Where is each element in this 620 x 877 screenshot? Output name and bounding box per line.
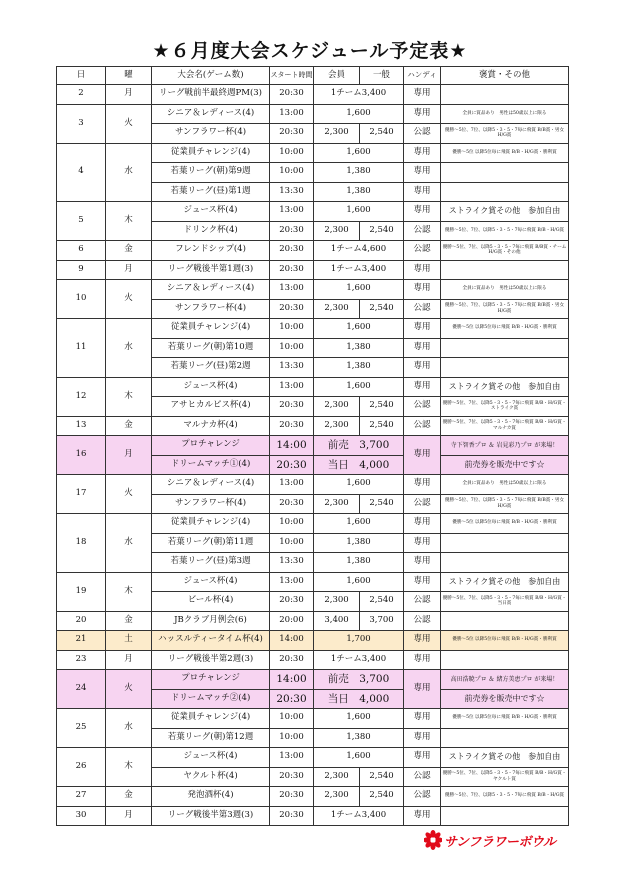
table-row [57, 143, 569, 163]
handicap-cell: 専用 [404, 670, 441, 709]
event-name: ドリームマッチ①(4) [152, 455, 270, 475]
table-row [57, 514, 569, 534]
price-cell: 1,380 [314, 728, 404, 748]
event-name: サンフラワー杯(4) [152, 299, 270, 319]
table-row [57, 611, 569, 631]
start-time: 13:00 [270, 104, 314, 124]
handicap-cell: 専用 [404, 728, 441, 748]
member-price: 2,300 [314, 397, 360, 417]
start-time: 20:30 [270, 806, 314, 826]
day-cell: 2 [57, 85, 106, 105]
price-cell: 1,380 [314, 163, 404, 183]
handicap-cell: 公認 [404, 787, 441, 807]
event-name: 従業員チャレンジ(4) [152, 514, 270, 534]
table-row [57, 104, 569, 124]
start-time: 20:30 [270, 85, 314, 105]
special-row [57, 631, 569, 651]
event-name: 若葉リーグ(昼)第3週 [152, 553, 270, 573]
weekday-cell: 木 [106, 572, 152, 611]
weekday-cell: 金 [106, 416, 152, 436]
prize-note: 優勝～5位 以降5位毎に飛賞 B/B・H/G賞・勝利賞 [441, 143, 569, 163]
handicap-cell: 専用 [404, 85, 441, 105]
start-time: 13:00 [270, 280, 314, 300]
price-cell: 1チーム3,400 [314, 806, 404, 826]
general-price: 2,540 [360, 494, 404, 514]
day-cell: 16 [57, 436, 106, 475]
handicap-cell: 公認 [404, 397, 441, 417]
price-cell: 1チーム3,400 [314, 650, 404, 670]
price-cell: 1チーム3,400 [314, 260, 404, 280]
start-time: 10:00 [270, 514, 314, 534]
start-time: 14:00 [270, 631, 314, 651]
start-time: 20:30 [270, 397, 314, 417]
prize-note: 優勝～5位、7位、以降5・3・5・7毎に飛賞 B/B賞・男女H/G賞 [441, 124, 569, 144]
start-time: 10:00 [270, 728, 314, 748]
handicap-cell: 専用 [404, 104, 441, 124]
price-cell: 1,700 [314, 631, 404, 651]
start-time: 10:00 [270, 163, 314, 183]
event-name: アサヒカルピス杯(4) [152, 397, 270, 417]
header-member: 会員 [314, 67, 360, 85]
start-time: 20:30 [270, 416, 314, 436]
day-cell: 20 [57, 611, 106, 631]
price-cell: 1,600 [314, 709, 404, 729]
event-name: ジュース杯(4) [152, 572, 270, 592]
day-cell: 5 [57, 202, 106, 241]
header-general: 一般 [360, 67, 404, 85]
start-time: 14:00 [270, 670, 314, 690]
start-time: 13:00 [270, 377, 314, 397]
weekday-cell: 月 [106, 650, 152, 670]
prize-note: 優勝～5位、7位、以降5・3・5・7毎に飛賞 B/B・H/G賞 [441, 221, 569, 241]
table-row [57, 416, 569, 436]
handicap-cell: 公認 [404, 611, 441, 631]
prize-note: 優勝～5位、7位、以降5・3・5・7毎に飛賞 B/B・H/G賞・マルナカ賞 [441, 416, 569, 436]
event-name: 従業員チャレンジ(4) [152, 319, 270, 339]
day-cell: 11 [57, 319, 106, 378]
price-cell: 当日 4,000 [314, 689, 404, 709]
start-time: 13:00 [270, 475, 314, 495]
handicap-cell: 専用 [404, 143, 441, 163]
start-time: 13:30 [270, 358, 314, 378]
general-price: 2,540 [360, 767, 404, 787]
table-row [57, 319, 569, 339]
weekday-cell: 木 [106, 202, 152, 241]
price-cell: 1,380 [314, 533, 404, 553]
start-time: 13:00 [270, 748, 314, 768]
day-cell: 3 [57, 104, 106, 143]
weekday-cell: 水 [106, 709, 152, 748]
price-cell: 1,600 [314, 572, 404, 592]
handicap-cell: 専用 [404, 358, 441, 378]
handicap-cell: 専用 [404, 533, 441, 553]
event-name: 若葉リーグ(昼)第2週 [152, 358, 270, 378]
price-cell: 1,380 [314, 358, 404, 378]
event-name: JBクラブ月例会(6) [152, 611, 270, 631]
general-price: 2,540 [360, 397, 404, 417]
handicap-cell: 専用 [404, 650, 441, 670]
page-title: ★６月度大会スケジュール予定表★ [152, 40, 468, 62]
start-time: 10:00 [270, 338, 314, 358]
weekday-cell: 金 [106, 241, 152, 261]
table-row [57, 572, 569, 592]
weekday-cell: 水 [106, 143, 152, 202]
event-name: 発泡酒杯(4) [152, 787, 270, 807]
prize-note: 優勝～5位、7位、以降5・3・5・7毎に飛賞 B/B・H/G賞・ヤクルト賞 [441, 767, 569, 787]
price-cell: 1,600 [314, 202, 404, 222]
prize-note: ストライク賞その他 参加自由 [441, 748, 569, 768]
member-price: 2,300 [314, 592, 360, 612]
handicap-cell: 公認 [404, 299, 441, 319]
table-row [57, 475, 569, 495]
day-cell: 26 [57, 748, 106, 787]
handicap-cell: 専用 [404, 338, 441, 358]
prize-note [441, 806, 569, 826]
prize-note: 優勝～5位、7位、以降5・3・5・7毎に飛賞 B/B・H/G賞・ストライク賞 [441, 397, 569, 417]
event-name: 従業員チャレンジ(4) [152, 709, 270, 729]
table-row [57, 748, 569, 768]
day-cell: 23 [57, 650, 106, 670]
schedule-table [56, 66, 569, 826]
event-name: ジュース杯(4) [152, 748, 270, 768]
prize-note: 優勝～5位、7位、以降5・3・5・7毎に飛賞 B/B賞・男女H/G賞 [441, 299, 569, 319]
price-cell: 1,600 [314, 319, 404, 339]
member-price: 2,300 [314, 767, 360, 787]
event-name: ドリンク杯(4) [152, 221, 270, 241]
handicap-cell: 専用 [404, 475, 441, 495]
handicap-cell: 専用 [404, 182, 441, 202]
table-row [57, 280, 569, 300]
prize-note: 全員に賞品あり 男性は50歳以上に限る [441, 104, 569, 124]
prize-note: 優勝～5位 以降5位毎に飛賞 B/B・H/G賞・勝利賞 [441, 709, 569, 729]
weekday-cell: 月 [106, 260, 152, 280]
weekday-cell: 月 [106, 436, 152, 475]
prize-note: 優勝～5位、7位、以降5・3・5・7毎に飛賞 B/B・H/G賞・当日賞 [441, 592, 569, 612]
member-price: 2,300 [314, 221, 360, 241]
day-cell: 21 [57, 631, 106, 651]
event-name: 若葉リーグ(朝)第11週 [152, 533, 270, 553]
table-header-row [57, 67, 569, 85]
handicap-cell: 専用 [404, 436, 441, 475]
table-row [57, 260, 569, 280]
prize-note: 全員に賞品あり 男性は50歳以上に限る [441, 280, 569, 300]
start-time: 20:30 [270, 241, 314, 261]
price-cell: 1,600 [314, 475, 404, 495]
price-cell: 1,600 [314, 280, 404, 300]
event-name: ジュース杯(4) [152, 202, 270, 222]
weekday-cell: 火 [106, 104, 152, 143]
general-price: 2,540 [360, 592, 404, 612]
handicap-cell: 専用 [404, 163, 441, 183]
start-time: 10:00 [270, 533, 314, 553]
handicap-cell: 公認 [404, 416, 441, 436]
prize-note: 優勝～5位、7位、以降5・3・5・7毎に飛賞 B/B・H/G賞 [441, 787, 569, 807]
header-start: スタート時間 [270, 67, 314, 85]
handicap-cell: 専用 [404, 260, 441, 280]
pro-row [57, 670, 569, 690]
start-time: 10:00 [270, 709, 314, 729]
event-name: プロチャレンジ [152, 670, 270, 690]
price-cell: 1,380 [314, 182, 404, 202]
event-name: ハッスルティータイム杯(4) [152, 631, 270, 651]
event-name: リーグ戦後半第1週(3) [152, 260, 270, 280]
event-name: サンフラワー杯(4) [152, 124, 270, 144]
price-cell: 前売 3,700 [314, 670, 404, 690]
header-day: 日 [57, 67, 106, 85]
event-name: 若葉リーグ(昼)第1週 [152, 182, 270, 202]
start-time: 13:00 [270, 202, 314, 222]
event-name: リーグ戦後半第3週(3) [152, 806, 270, 826]
event-name: プロチャレンジ [152, 436, 270, 456]
start-time: 20:30 [270, 592, 314, 612]
event-name: リーグ戦後半第2週(3) [152, 650, 270, 670]
start-time: 20:30 [270, 650, 314, 670]
prize-note: ストライク賞その他 参加自由 [441, 202, 569, 222]
prize-note [441, 650, 569, 670]
member-price: 2,300 [314, 124, 360, 144]
start-time: 20:30 [270, 689, 314, 709]
event-name: フレンドシップ(4) [152, 241, 270, 261]
price-cell: 1,600 [314, 377, 404, 397]
event-name: 若葉リーグ(朝)第12週 [152, 728, 270, 748]
handicap-cell: 公認 [404, 767, 441, 787]
general-price: 2,540 [360, 221, 404, 241]
event-name: シニア＆レディース(4) [152, 280, 270, 300]
general-price: 2,540 [360, 416, 404, 436]
price-cell: 当日 4,000 [314, 455, 404, 475]
day-cell: 4 [57, 143, 106, 202]
event-name: シニア＆レディース(4) [152, 104, 270, 124]
logo-text: サンフラワーボウル [444, 835, 556, 850]
handicap-cell: 専用 [404, 709, 441, 729]
handicap-cell: 専用 [404, 319, 441, 339]
handicap-cell: 専用 [404, 553, 441, 573]
prize-note: 優勝～5位 以降5位毎に飛賞 B/B・H/G賞・勝利賞 [441, 319, 569, 339]
member-price: 2,300 [314, 416, 360, 436]
day-cell: 17 [57, 475, 106, 514]
prize-note: 全員に賞品あり 男性は50歳以上に限る [441, 475, 569, 495]
event-name: ジュース杯(4) [152, 377, 270, 397]
prize-note: ストライク賞その他 参加自由 [441, 377, 569, 397]
table-row [57, 650, 569, 670]
prize-note: 前売券を販売中です☆ [441, 455, 569, 475]
prize-note [441, 553, 569, 573]
weekday-cell: 金 [106, 787, 152, 807]
handicap-cell: 専用 [404, 631, 441, 651]
general-price: 2,540 [360, 787, 404, 807]
handicap-cell: 公認 [404, 592, 441, 612]
day-cell: 6 [57, 241, 106, 261]
logo [424, 829, 570, 851]
handicap-cell: 公認 [404, 494, 441, 514]
prize-note: 前売券を販売中です☆ [441, 689, 569, 709]
prize-note: 高田浩暁プロ ＆ 緒方美恵プロ が来場！ [441, 670, 569, 690]
price-cell: 前売 3,700 [314, 436, 404, 456]
handicap-cell: 専用 [404, 806, 441, 826]
handicap-cell: 専用 [404, 280, 441, 300]
prize-note: 優勝～5位、7位、以降5・3・5・7毎に飛賞 B/B賞・チームH/G賞・その他 [441, 241, 569, 261]
prize-note [441, 338, 569, 358]
prize-note: 優勝～5位 以降5位毎に飛賞 B/B・H/G賞・勝利賞 [441, 631, 569, 651]
weekday-cell: 火 [106, 475, 152, 514]
event-name: シニア＆レディース(4) [152, 475, 270, 495]
handicap-cell: 専用 [404, 514, 441, 534]
prize-note: 優勝～5位、7位、以降5・3・5・7毎に飛賞 B/B賞・男女H/G賞 [441, 494, 569, 514]
member-price: 2,300 [314, 787, 360, 807]
member-price: 3,400 [314, 611, 360, 631]
handicap-cell: 公認 [404, 124, 441, 144]
prize-note [441, 182, 569, 202]
start-time: 20:30 [270, 787, 314, 807]
weekday-cell: 火 [106, 670, 152, 709]
weekday-cell: 金 [106, 611, 152, 631]
start-time: 13:30 [270, 182, 314, 202]
event-name: ヤクルト杯(4) [152, 767, 270, 787]
member-price: 2,300 [314, 494, 360, 514]
member-price: 2,300 [314, 299, 360, 319]
weekday-cell: 木 [106, 748, 152, 787]
event-name: マルナカ杯(4) [152, 416, 270, 436]
day-cell: 25 [57, 709, 106, 748]
day-cell: 9 [57, 260, 106, 280]
price-cell: 1,380 [314, 338, 404, 358]
handicap-cell: 公認 [404, 221, 441, 241]
prize-note [441, 533, 569, 553]
start-time: 20:30 [270, 299, 314, 319]
event-name: 若葉リーグ(朝)第10週 [152, 338, 270, 358]
start-time: 20:30 [270, 494, 314, 514]
price-cell: 1,380 [314, 553, 404, 573]
weekday-cell: 水 [106, 514, 152, 573]
weekday-cell: 月 [106, 85, 152, 105]
weekday-cell: 火 [106, 280, 152, 319]
event-name: 従業員チャレンジ(4) [152, 143, 270, 163]
event-name: ビール杯(4) [152, 592, 270, 612]
start-time: 20:30 [270, 221, 314, 241]
start-time: 10:00 [270, 319, 314, 339]
event-name: 若葉リーグ(朝)第9週 [152, 163, 270, 183]
general-price: 2,540 [360, 299, 404, 319]
prize-note [441, 85, 569, 105]
header-name: 大会名(ゲーム数) [152, 67, 270, 85]
day-cell: 19 [57, 572, 106, 611]
start-time: 10:00 [270, 143, 314, 163]
start-time: 20:30 [270, 455, 314, 475]
prize-note: ストライク賞その他 参加自由 [441, 572, 569, 592]
table-row [57, 202, 569, 222]
table-row [57, 85, 569, 105]
prize-note [441, 611, 569, 631]
table-row [57, 241, 569, 261]
handicap-cell: 専用 [404, 202, 441, 222]
general-price: 2,540 [360, 124, 404, 144]
weekday-cell: 水 [106, 319, 152, 378]
price-cell: 1チーム4,600 [314, 241, 404, 261]
event-name: サンフラワー杯(4) [152, 494, 270, 514]
table-row [57, 806, 569, 826]
handicap-cell: 専用 [404, 377, 441, 397]
weekday-cell: 木 [106, 377, 152, 416]
header-prize: 褒賞・その他 [441, 67, 569, 85]
table-row [57, 787, 569, 807]
sunflower-icon [424, 830, 442, 850]
pro-row [57, 436, 569, 456]
price-cell: 1チーム3,400 [314, 85, 404, 105]
day-cell: 27 [57, 787, 106, 807]
prize-note: 優勝～5位 以降5位毎に飛賞 B/B・H/G賞・勝利賞 [441, 514, 569, 534]
price-cell: 1,600 [314, 748, 404, 768]
header-handicap: ハンディ [404, 67, 441, 85]
day-cell: 30 [57, 806, 106, 826]
handicap-cell: 専用 [404, 748, 441, 768]
prize-note [441, 728, 569, 748]
start-time: 20:30 [270, 767, 314, 787]
day-cell: 24 [57, 670, 106, 709]
day-cell: 18 [57, 514, 106, 573]
start-time: 13:30 [270, 553, 314, 573]
prize-note: 寺下智香プロ ＆ 岩見彩乃プロ が来場！ [441, 436, 569, 456]
start-time: 14:00 [270, 436, 314, 456]
event-name: ドリームマッチ②(4) [152, 689, 270, 709]
table-row [57, 377, 569, 397]
prize-note [441, 163, 569, 183]
start-time: 20:30 [270, 124, 314, 144]
day-cell: 12 [57, 377, 106, 416]
header-weekday: 曜 [106, 67, 152, 85]
start-time: 20:00 [270, 611, 314, 631]
weekday-cell: 土 [106, 631, 152, 651]
prize-note [441, 260, 569, 280]
weekday-cell: 月 [106, 806, 152, 826]
start-time: 13:00 [270, 572, 314, 592]
table-row [57, 709, 569, 729]
general-price: 3,700 [360, 611, 404, 631]
price-cell: 1,600 [314, 143, 404, 163]
handicap-cell: 専用 [404, 572, 441, 592]
event-name: リーグ戦前半最終週PM(3) [152, 85, 270, 105]
price-cell: 1,600 [314, 104, 404, 124]
day-cell: 13 [57, 416, 106, 436]
price-cell: 1,600 [314, 514, 404, 534]
prize-note [441, 358, 569, 378]
day-cell: 10 [57, 280, 106, 319]
handicap-cell: 公認 [404, 241, 441, 261]
start-time: 20:30 [270, 260, 314, 280]
